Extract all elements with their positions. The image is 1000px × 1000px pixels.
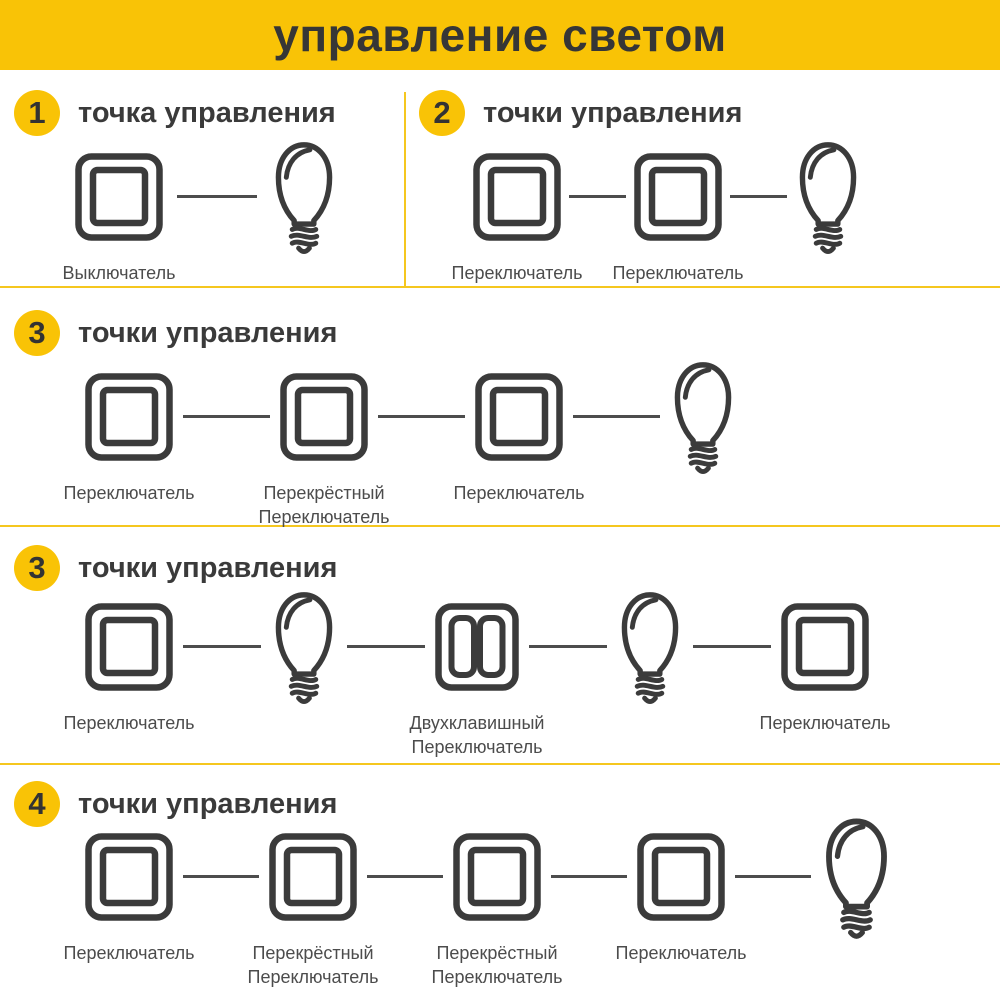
section-heading: точка управления <box>78 96 336 129</box>
section-header <box>0 70 405 136</box>
wire-connector <box>735 875 811 878</box>
light-bulb-icon <box>821 814 892 940</box>
wire-connector <box>730 195 787 198</box>
switch-node <box>63 814 195 963</box>
switch-label: Переключатель <box>451 263 583 283</box>
section-badge: 4 <box>14 781 60 827</box>
section-heading: точки управления <box>78 787 338 820</box>
switch-label: Двухклавишный Переключатель <box>409 713 545 757</box>
section-2-control-points <box>405 70 1000 286</box>
wire-connector <box>569 195 626 198</box>
section-heading: точки управления <box>78 316 338 349</box>
wire-connector <box>183 875 259 878</box>
wire-connector <box>529 645 607 648</box>
switch-node <box>453 354 585 503</box>
single-switch-icon <box>475 354 563 480</box>
switch-label: Переключатель <box>63 483 195 503</box>
single-switch-icon <box>781 584 869 710</box>
switch-node <box>759 584 891 733</box>
wire-connector <box>177 195 257 198</box>
single-switch-icon <box>85 354 173 480</box>
bulb-node <box>821 814 892 940</box>
diagram-row <box>451 134 1000 283</box>
switch-node <box>63 584 195 733</box>
single-switch-icon <box>280 354 368 480</box>
switch-label: Переключатель <box>63 713 195 733</box>
switch-node <box>451 134 583 283</box>
light-bulb-icon <box>670 354 736 480</box>
light-bulb-icon <box>795 134 861 260</box>
section-badge: 3 <box>14 310 60 356</box>
switch-label: Перекрёстный Переключатель <box>247 943 379 987</box>
diagram-row <box>63 814 1000 987</box>
section-1-control-point <box>0 70 405 286</box>
switch-node <box>247 814 379 987</box>
bulb-node <box>617 584 683 710</box>
wire-connector <box>367 875 443 878</box>
switch-label: Переключатель <box>63 943 195 963</box>
single-switch-icon <box>85 584 173 710</box>
diagram-row <box>63 354 1000 527</box>
wire-connector <box>551 875 627 878</box>
double-switch-icon <box>435 584 519 710</box>
light-bulb-icon <box>271 134 337 260</box>
diagram-row <box>62 134 405 283</box>
wire-connector <box>378 415 465 418</box>
single-switch-icon <box>634 134 722 260</box>
bulb-node <box>271 584 337 710</box>
wire-connector <box>693 645 771 648</box>
wire-connector <box>347 645 425 648</box>
section-badge: 1 <box>14 90 60 136</box>
light-bulb-icon <box>271 584 337 710</box>
single-switch-icon <box>75 134 163 260</box>
bulb-node <box>271 134 337 260</box>
switch-label: Переключатель <box>612 263 744 283</box>
switch-label: Переключатель <box>453 483 585 503</box>
section-header <box>0 288 1000 356</box>
diagram-row <box>63 584 1000 757</box>
switch-label: Перекрёстный Переключатель <box>431 943 563 987</box>
single-switch-icon <box>453 814 541 940</box>
section-3-control-points <box>0 288 1000 525</box>
switch-node <box>63 354 195 503</box>
section-badge: 3 <box>14 545 60 591</box>
switch-label: Выключатель <box>62 263 176 283</box>
header-banner <box>0 0 1000 70</box>
switch-label: Переключатель <box>759 713 891 733</box>
double-switch-node <box>409 584 545 757</box>
single-switch-icon <box>85 814 173 940</box>
switch-node <box>258 354 390 527</box>
switch-node <box>615 814 747 963</box>
wire-connector <box>183 415 270 418</box>
section-heading: точки управления <box>78 551 338 584</box>
section-heading: точки управления <box>483 96 743 129</box>
section-4-control-points <box>0 765 1000 1000</box>
section-3-control-points-double <box>0 527 1000 763</box>
bulb-node <box>795 134 861 260</box>
single-switch-icon <box>473 134 561 260</box>
page-title: управление светом <box>273 9 727 61</box>
single-switch-icon <box>269 814 357 940</box>
section-header <box>0 527 1000 591</box>
switch-node <box>431 814 563 987</box>
wire-connector <box>183 645 261 648</box>
switch-label: Переключатель <box>615 943 747 963</box>
single-switch-icon <box>637 814 725 940</box>
wire-connector <box>573 415 660 418</box>
bulb-node <box>670 354 736 480</box>
light-bulb-icon <box>617 584 683 710</box>
section-header <box>405 70 1000 136</box>
section-badge: 2 <box>419 90 465 136</box>
switch-node <box>62 134 176 283</box>
switch-node <box>612 134 744 283</box>
switch-label: Перекрёстный Переключатель <box>258 483 390 527</box>
